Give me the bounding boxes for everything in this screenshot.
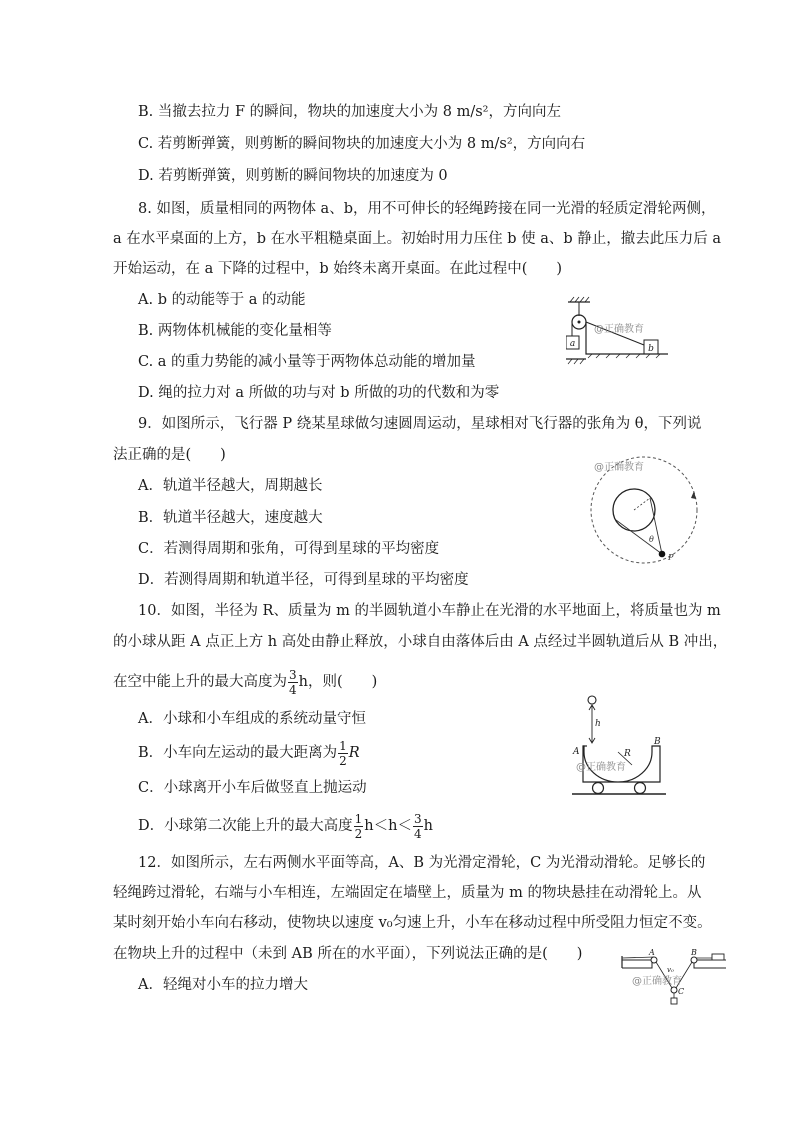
q8-option-b: B. 两物体机械能的变化量相等 bbox=[138, 323, 332, 339]
q10-option-b-suffix: R bbox=[348, 745, 360, 761]
q9-option-b: B．轨道半径越大，速度越大 bbox=[138, 510, 323, 526]
q8-watermark: @正确教育 bbox=[594, 324, 644, 335]
q9-orbit-figure bbox=[582, 452, 704, 566]
q10-option-d-numerator-1: 1 bbox=[354, 811, 363, 826]
q10-watermark: @正确教育 bbox=[576, 762, 626, 773]
q12-stem-line-3: 某时刻开始小车向右移动，使物块以速度 v₀匀速上升，小车在移动过程中所受阻力恒定不变。 bbox=[113, 915, 712, 931]
q10-option-d-fraction-2 bbox=[413, 812, 423, 841]
q10-option-d-denominator-1: 2 bbox=[354, 826, 363, 841]
q7-option-c: C. 若剪断弹簧，则剪断的瞬间物块的加速度大小为 8 m/s²，方向向右 bbox=[138, 136, 586, 152]
q10-stem-line-3-prefix: 在空中能上升的最大高度为 bbox=[113, 674, 287, 690]
q10-option-d-denominator-2: 4 bbox=[413, 826, 422, 841]
q8-stem-line-2: a 在水平桌面的上方，b 在水平粗糙桌面上。初始时用力压住 b 使 a、b 静止，撤去此压力后 a bbox=[113, 231, 722, 247]
q12-label-v: v₀ bbox=[667, 966, 674, 974]
q8-pulley-figure bbox=[566, 296, 670, 368]
q9-stem-line-2: 法正确的是( ) bbox=[113, 447, 226, 463]
q12-stem-line-4: 在物块上升的过程中（未到 AB 所在的水平面），下列说法正确的是( ) bbox=[113, 946, 583, 962]
q8-option-a: A. b 的动能等于 a 的动能 bbox=[138, 292, 306, 308]
q10-option-d-middle: h＜h＜ bbox=[364, 818, 412, 834]
q7-option-d: D. 若剪断弹簧，则剪断的瞬间物块的加速度为 0 bbox=[138, 168, 448, 184]
q12-label-c: C bbox=[678, 987, 685, 996]
q10-label-h: h bbox=[595, 719, 601, 729]
q10-option-b bbox=[138, 733, 360, 773]
q10-fraction-three-quarters bbox=[288, 668, 298, 697]
q8-stem-line-3: 开始运动，在 a 下降的过程中，b 始终未离开桌面。在此过程中( ) bbox=[113, 261, 563, 277]
q12-stem-line-1: 12．如图所示，左右两侧水平面等高，A、B 为光滑定滑轮，C 为光滑动滑轮。足够长的 bbox=[138, 855, 706, 871]
q10-stem-line-3 bbox=[113, 662, 377, 702]
q10-stem-line-3-suffix: h，则( ) bbox=[298, 674, 378, 690]
q8-label-b: b bbox=[648, 344, 654, 354]
q9-label-p: P bbox=[668, 553, 674, 562]
q10-fraction-numerator: 3 bbox=[289, 667, 297, 682]
q12-watermark: @正确教育 bbox=[632, 976, 682, 987]
q8-option-d: D. 绳的拉力对 a 所做的功与对 b 所做的功的代数和为零 bbox=[138, 385, 500, 401]
q8-label-a: a bbox=[569, 339, 576, 349]
q12-pulley-figure bbox=[618, 948, 728, 1006]
q8-stem-line-1: 8. 如图，质量相同的两物体 a、b，用不可伸长的轻绳跨接在同一光滑的轻质定滑轮两侧， bbox=[138, 201, 716, 217]
q12-label-b: B bbox=[691, 948, 697, 957]
q9-option-a: A．轨道半径越大，周期越长 bbox=[138, 478, 323, 494]
q9-watermark: @正确教育 bbox=[594, 462, 644, 473]
q12-label-a: A bbox=[649, 948, 655, 957]
q10-option-c: C．小球离开小车后做竖直上抛运动 bbox=[138, 780, 367, 796]
q8-option-c: C. a 的重力势能的减小量等于两物体总动能的增加量 bbox=[138, 354, 476, 370]
q10-option-b-prefix: B．小车向左运动的最大距离为 bbox=[138, 745, 338, 761]
q10-option-d-numerator-2: 3 bbox=[413, 811, 422, 826]
q10-label-r: R bbox=[624, 749, 631, 759]
q10-cart-figure bbox=[568, 690, 668, 800]
q9-option-c: C．若测得周期和张角，可得到星球的平均密度 bbox=[138, 541, 440, 557]
q9-option-d: D．若测得周期和轨道半径，可得到星球的平均密度 bbox=[138, 572, 469, 588]
q12-option-a: A．轻绳对小车的拉力增大 bbox=[138, 977, 308, 993]
q10-stem-line-2: 的小球从距 A 点正上方 h 高处由静止释放，小球自由落体后由 A 点经过半圆轨道后从 B 冲出， bbox=[113, 634, 728, 650]
q10-option-b-fraction bbox=[338, 739, 348, 768]
q10-option-a: A．小球和小车组成的系统动量守恒 bbox=[138, 711, 366, 727]
q10-option-d-fraction-1 bbox=[354, 812, 364, 841]
q9-stem-line-1: 9．如图所示，飞行器 P 绕某星球做匀速圆周运动，星球相对飞行器的张角为 θ，下列说 bbox=[138, 416, 702, 432]
q7-option-b: B. 当撤去拉力 F 的瞬间，物块的加速度大小为 8 m/s²，方向向左 bbox=[138, 104, 561, 120]
q9-label-theta: θ bbox=[649, 535, 654, 544]
q12-stem-line-2: 轻绳跨过滑轮，右端与小车相连，左端固定在墙壁上，质量为 m 的物块悬挂在动滑轮上。从 bbox=[113, 885, 702, 901]
q10-option-d-suffix: h bbox=[423, 818, 433, 834]
q10-option-d bbox=[138, 806, 433, 846]
q10-stem-line-1: 10．如图，半径为 R、质量为 m 的半圆轨道小车静止在光滑的水平地面上，将质量也为 m bbox=[138, 603, 721, 619]
q10-option-b-denominator: 2 bbox=[339, 753, 347, 768]
q10-option-d-prefix: D．小球第二次能上升的最大高度 bbox=[138, 818, 353, 834]
q10-fraction-denominator: 4 bbox=[289, 682, 297, 697]
q10-label-a: A bbox=[573, 747, 580, 757]
q10-option-b-numerator: 1 bbox=[339, 738, 347, 753]
q10-label-b: B bbox=[654, 737, 661, 747]
